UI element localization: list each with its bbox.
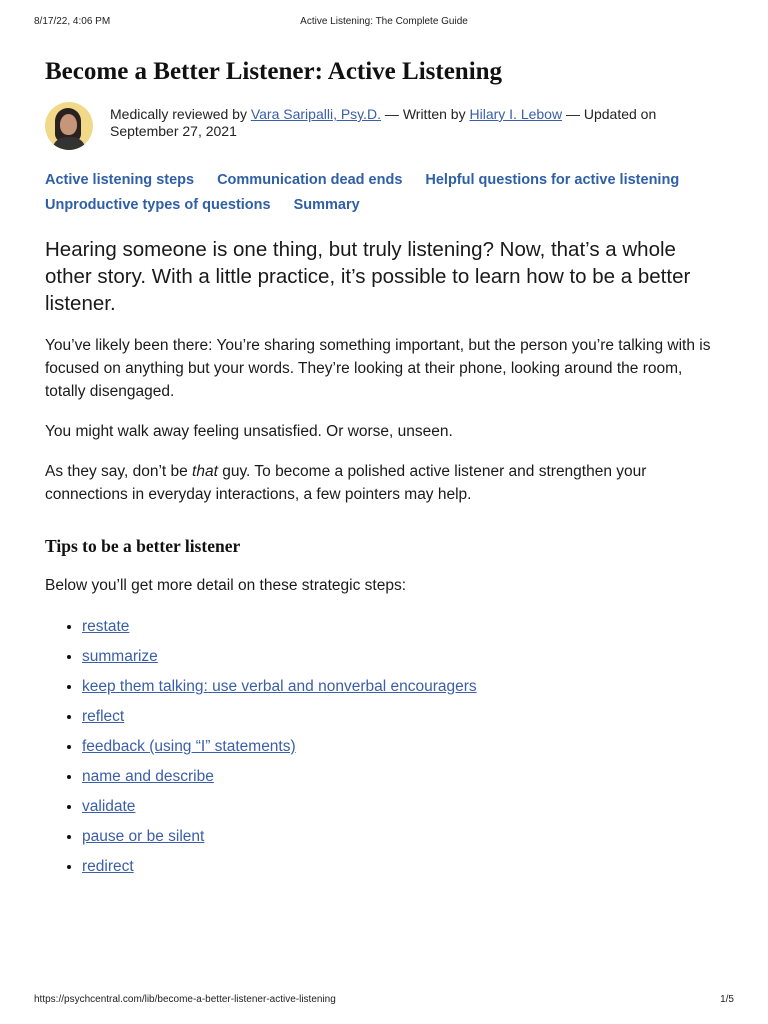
step-link-redirect[interactable]: redirect <box>82 858 134 875</box>
byline-text <box>110 106 725 140</box>
article-title: Become a Better Listener: Active Listening <box>45 58 503 85</box>
list-item <box>82 707 725 727</box>
list-item <box>82 827 725 847</box>
written-prefix: — Written by <box>381 106 470 122</box>
print-footer <box>34 994 734 1008</box>
list-item <box>82 737 725 757</box>
author-link[interactable]: Hilary I. Lebow <box>469 106 563 122</box>
byline <box>45 102 725 150</box>
reviewer-link[interactable]: Vara Saripalli, Psy.D. <box>250 106 382 122</box>
print-header <box>34 16 734 30</box>
toc-link-active-listening-steps[interactable]: Active listening steps <box>45 172 195 188</box>
list-item <box>82 617 725 637</box>
print-datetime: 8/17/22, 4:06 PM <box>34 16 111 27</box>
list-item <box>82 677 725 697</box>
list-item <box>82 767 725 787</box>
print-url: https://psychcentral.com/lib/become-a-better-listener-active-listening <box>34 994 336 1005</box>
tips-heading: Tips to be a better listener <box>45 536 241 556</box>
step-link-restate[interactable]: restate <box>82 618 130 635</box>
toc-link-helpful-questions[interactable]: Helpful questions for active listening <box>425 172 680 188</box>
table-of-contents <box>45 168 725 218</box>
reviewed-prefix: Medically reviewed by <box>110 106 251 122</box>
list-item <box>82 857 725 877</box>
step-link-keep-talking[interactable]: keep them talking: use verbal and nonverbal encouragers <box>82 678 477 695</box>
lead-paragraph: Hearing someone is one thing, but truly listening? Now, that’s a whole other story. With a little practice, it’s possible to learn how to be a better listener. <box>45 238 691 315</box>
print-doc-title: Active Listening: The Complete Guide <box>300 16 468 27</box>
toc-link-summary[interactable]: Summary <box>293 197 360 213</box>
paragraph-2: You might walk away feeling unsatisfied. Or worse, unseen. <box>45 423 453 440</box>
list-item <box>82 797 725 817</box>
step-link-validate[interactable]: validate <box>82 798 136 815</box>
toc-link-unproductive-questions[interactable]: Unproductive types of questions <box>45 197 271 213</box>
tips-intro: Below you’ll get more detail on these strategic steps: <box>45 577 406 594</box>
step-link-name-describe[interactable]: name and describe <box>82 768 214 785</box>
paragraph-3-emphasis: that <box>192 463 218 480</box>
step-link-pause[interactable]: pause or be silent <box>82 828 205 845</box>
paragraph-3-before: As they say, don’t be <box>45 463 193 480</box>
updated-date: — Updated on September 27, 2021 <box>110 106 657 139</box>
list-item <box>82 647 725 667</box>
paragraph-1: You’ve likely been there: You’re sharing something important, but the person you’re talking with is focused on anything but your words. They’re looking at their phone, looking around the room, totally disengaged. <box>45 337 711 400</box>
step-link-feedback[interactable]: feedback (using “I” statements) <box>82 738 296 755</box>
toc-link-communication-dead-ends[interactable]: Communication dead ends <box>217 172 403 188</box>
paragraph-3-after: guy. To become a polished active listener and strengthen your connections in everyday interactions, a few pointers may help. <box>45 463 647 503</box>
steps-list <box>45 617 725 877</box>
article <box>45 56 725 887</box>
step-link-reflect[interactable]: reflect <box>82 708 125 725</box>
paragraph-3 <box>45 460 725 506</box>
author-avatar <box>45 102 93 150</box>
step-link-summarize[interactable]: summarize <box>82 648 158 665</box>
print-page-number: 1/5 <box>720 994 734 1005</box>
